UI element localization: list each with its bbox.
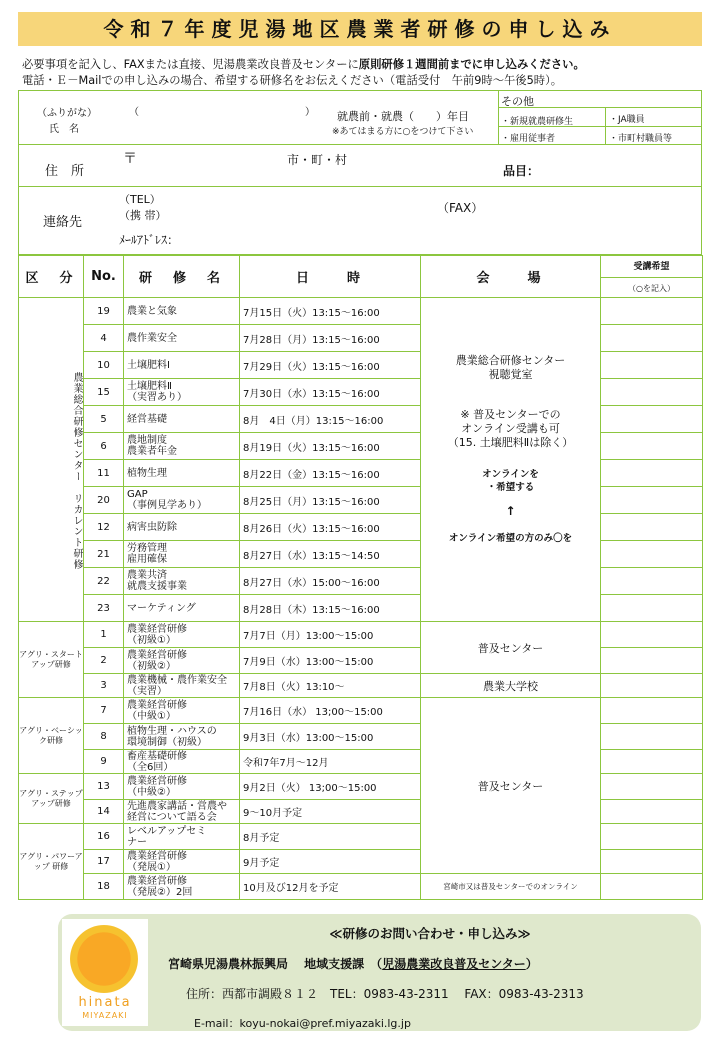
- online-wish: オンラインを ・希望する: [482, 469, 539, 493]
- wish-cell[interactable]: [601, 824, 703, 850]
- wish-cell[interactable]: [601, 850, 703, 874]
- intro-line-1: [22, 57, 585, 72]
- wish-cell[interactable]: [601, 595, 703, 622]
- wish-cell[interactable]: [601, 541, 703, 568]
- logo-word: hinata: [78, 995, 132, 1010]
- course-date: 8月22日（金）13:15～16:00: [240, 460, 421, 487]
- table-row: [19, 460, 703, 487]
- footer-org: [168, 955, 538, 972]
- course-name: 農業共済 就農支援事業: [124, 568, 240, 595]
- course-date: 8月27日（水）13:15～14:50: [240, 541, 421, 568]
- furigana-open: （: [129, 107, 139, 118]
- wish-cell[interactable]: [601, 325, 703, 352]
- course-no: 20: [84, 487, 124, 514]
- table-row: [19, 352, 703, 379]
- course-name: レベルアップセミ ナー: [124, 824, 240, 850]
- table-row: [19, 406, 703, 433]
- course-no: 22: [84, 568, 124, 595]
- table-row: [19, 622, 703, 648]
- course-no: 8: [84, 724, 124, 750]
- wish-cell[interactable]: [601, 874, 703, 900]
- course-name: 農業経営研修 （中級②）: [124, 774, 240, 800]
- category-basic: アグリ・ベーシック研修: [19, 698, 84, 774]
- venue-center-name: 農業総合研修センター 視聴覚室: [455, 354, 566, 381]
- postal-mark: 〒: [123, 151, 137, 167]
- wish-cell[interactable]: [601, 750, 703, 774]
- course-table: [18, 255, 703, 900]
- fax-field[interactable]: （FAX）: [437, 201, 484, 215]
- table-row: [19, 724, 703, 750]
- footer-address: 住所：西都市調殿８１２ TEL：0983-43-2311 FAX：0983-43-2313: [186, 987, 584, 1001]
- course-date: 7月9日（水）13:00～15:00: [240, 648, 421, 674]
- course-name: 農業経営研修 （中級①）: [124, 698, 240, 724]
- sun-icon: [70, 925, 138, 993]
- org-close: ）: [525, 957, 538, 971]
- furigana-close: ）: [305, 107, 315, 118]
- table-row: [19, 674, 703, 698]
- table-row: [19, 850, 703, 874]
- address-field[interactable]: [143, 149, 283, 179]
- name-field[interactable]: [137, 119, 327, 137]
- venue-fukyu1: 普及センター: [421, 622, 601, 674]
- intro-line-2: 電話・Ｅ－Mailでの申し込みの場合、希望する研修名をお伝えください（電話受付 午前9時～午後5時）。: [22, 74, 563, 87]
- table-row: [19, 800, 703, 824]
- course-no: 18: [84, 874, 124, 900]
- up-arrow-icon: ↑: [505, 504, 516, 518]
- course-date: 8月 4日（月）13:15～16:00: [240, 406, 421, 433]
- course-name: 農業経営研修 （初級①）: [124, 622, 240, 648]
- course-date: 8月27日（水）15:00～16:00: [240, 568, 421, 595]
- course-name: 農業経営研修 （発展②）2回: [124, 874, 240, 900]
- applicant-form: [18, 90, 702, 255]
- wish-cell[interactable]: [601, 379, 703, 406]
- course-name: 労務管理 雇用確保: [124, 541, 240, 568]
- other-option-trainee[interactable]: ・新規就農研修生: [501, 117, 574, 127]
- wish-cell[interactable]: [601, 487, 703, 514]
- header-wish: [601, 256, 703, 298]
- table-row: [19, 824, 703, 850]
- course-name: 先進農家講話・営農や 経営について語る会: [124, 800, 240, 824]
- wish-cell[interactable]: [601, 622, 703, 648]
- table-row: [19, 541, 703, 568]
- category-start: アグリ・スタートアップ研修: [19, 622, 84, 698]
- wish-cell[interactable]: [601, 674, 703, 698]
- table-row: [19, 433, 703, 460]
- course-no: 12: [84, 514, 124, 541]
- header-course: 研 修 名: [124, 256, 240, 298]
- course-date: 7月30日（水）13:15～16:00: [240, 379, 421, 406]
- wish-cell[interactable]: [601, 298, 703, 325]
- wish-cell[interactable]: [601, 406, 703, 433]
- tel-field[interactable]: （TEL）: [119, 193, 161, 206]
- table-row: [19, 595, 703, 622]
- category-recurrent: 農業総合研修センター リカレント研修: [19, 298, 84, 622]
- course-date: 10月及び12月を予定: [240, 874, 421, 900]
- course-no: 23: [84, 595, 124, 622]
- course-no: 9: [84, 750, 124, 774]
- address-label: 住 所: [45, 164, 85, 179]
- course-name: 植物生理: [124, 460, 240, 487]
- course-no: 3: [84, 674, 124, 698]
- mobile-field[interactable]: （携 帯）: [119, 209, 167, 222]
- name-label: 氏 名: [49, 124, 79, 135]
- course-name: 植物生理・ハウスの 環境制御（初級）: [124, 724, 240, 750]
- wish-cell[interactable]: [601, 800, 703, 824]
- course-date: 8月予定: [240, 824, 421, 850]
- other-option-municipal[interactable]: ・市町村職員等: [609, 134, 673, 144]
- wish-cell[interactable]: [601, 433, 703, 460]
- table-row: [19, 874, 703, 900]
- course-name: 土壌肥料Ⅱ （実習あり）: [124, 379, 240, 406]
- wish-note: （○を記入）: [601, 277, 702, 294]
- course-name: 農作業安全: [124, 325, 240, 352]
- header-date: 日 時: [240, 256, 421, 298]
- category-step: アグリ・ステップアップ研修: [19, 774, 84, 824]
- course-no: 19: [84, 298, 124, 325]
- course-date: 9月予定: [240, 850, 421, 874]
- table-row: [19, 379, 703, 406]
- table-row: [19, 487, 703, 514]
- header-category: 区 分: [19, 256, 84, 298]
- course-no: 1: [84, 622, 124, 648]
- course-no: 21: [84, 541, 124, 568]
- table-row: [19, 514, 703, 541]
- intro-text: 必要事項を記入し、FAXまたは直接、児湯農業改良普及センターに: [22, 58, 359, 71]
- course-name: 土壌肥料Ⅰ: [124, 352, 240, 379]
- course-no: 5: [84, 406, 124, 433]
- farming-note: ※あてはまる方に○をつけて下さい: [332, 127, 474, 137]
- course-no: 4: [84, 325, 124, 352]
- table-row: [19, 698, 703, 724]
- wish-cell[interactable]: [601, 514, 703, 541]
- footer-email: E-mail：koyu-nokai@pref.miyazaki.lg.jp: [194, 1017, 411, 1030]
- course-name: 農地制度 農業者年金: [124, 433, 240, 460]
- course-date: 7月28日（月）13:15～16:00: [240, 325, 421, 352]
- course-no: 17: [84, 850, 124, 874]
- org-name: 宮崎県児湯農林振興局 地域支援課 （: [168, 957, 383, 971]
- course-name: GAP （事例見学あり）: [124, 487, 240, 514]
- farming-years-field[interactable]: 就農前・就農（ ）年目: [337, 110, 469, 123]
- contact-label: 連絡先: [43, 215, 83, 230]
- course-no: 15: [84, 379, 124, 406]
- wish-label: 受講希望: [633, 262, 670, 272]
- other-option-employee[interactable]: ・雇用従事者: [501, 134, 556, 144]
- table-row: [19, 774, 703, 800]
- course-date: 7月29日（火）13:15～16:00: [240, 352, 421, 379]
- course-no: 16: [84, 824, 124, 850]
- category-power: アグリ・パワーアップ 研修: [19, 824, 84, 900]
- course-date: 7月16日（水） 13;00～15:00: [240, 698, 421, 724]
- center-link[interactable]: 児湯農業改良普及センター: [382, 957, 526, 971]
- item-field[interactable]: [549, 157, 694, 179]
- page-title: 令和７年度児湯地区農業者研修の申し込み: [18, 12, 702, 46]
- course-name: 病害虫防除: [124, 514, 240, 541]
- intro-deadline: 原則研修１週間前までに申し込みください。: [358, 58, 585, 71]
- venue-daigakko: 農業大学校: [421, 674, 601, 698]
- course-date: 7月8日（火）13:10～: [240, 674, 421, 698]
- footer-heading: ≪研修のお問い合わせ・申し込み≫: [329, 926, 531, 941]
- course-no: 6: [84, 433, 124, 460]
- course-date: 9月3日（水）13:00～15:00: [240, 724, 421, 750]
- wish-cell[interactable]: [601, 352, 703, 379]
- course-no: 2: [84, 648, 124, 674]
- course-name: 農業経営研修 （発展①）: [124, 850, 240, 874]
- table-row: [19, 648, 703, 674]
- venue-last: 宮崎市又は普及センターでのオンライン: [421, 874, 601, 900]
- wish-cell[interactable]: [601, 774, 703, 800]
- table-row: [19, 298, 703, 325]
- course-name: 経営基礎: [124, 406, 240, 433]
- other-label: その他: [501, 95, 534, 108]
- table-row: [19, 568, 703, 595]
- item-label: 品目：: [503, 164, 540, 178]
- course-date: 8月19日（火）13:15～16:00: [240, 433, 421, 460]
- course-date: 8月28日（木）13:15～16:00: [240, 595, 421, 622]
- course-date: 7月15日（火）13:15～16:00: [240, 298, 421, 325]
- table-row: [19, 325, 703, 352]
- course-name: 農業経営研修 （初級②）: [124, 648, 240, 674]
- course-date: 8月26日（火）13:15～16:00: [240, 514, 421, 541]
- logo-sub: MIYAZAKI: [82, 1011, 128, 1020]
- course-date: 8月25日（月）13:15～16:00: [240, 487, 421, 514]
- table-row: [19, 750, 703, 774]
- wish-cell[interactable]: [601, 648, 703, 674]
- course-no: 11: [84, 460, 124, 487]
- course-no: 14: [84, 800, 124, 824]
- course-name: マーケティング: [124, 595, 240, 622]
- other-option-ja[interactable]: ・JA職員: [609, 115, 645, 125]
- online-mark-note: オンライン希望の方のみ〇を: [448, 533, 573, 544]
- header-venue: 会 場: [421, 256, 601, 298]
- course-no: 7: [84, 698, 124, 724]
- course-no: 13: [84, 774, 124, 800]
- online-note: ※ 普及センターでの オンライン受講も可 （15. 土壌肥料Ⅱは除く）: [447, 408, 574, 449]
- city-label: 市・町・村: [287, 153, 348, 167]
- course-name: 畜産基礎研修 （全6回）: [124, 750, 240, 774]
- wish-cell[interactable]: [601, 698, 703, 724]
- course-date: 9～10月予定: [240, 800, 421, 824]
- header-no: No.: [84, 256, 124, 298]
- course-no: 10: [84, 352, 124, 379]
- wish-cell[interactable]: [601, 568, 703, 595]
- venue-center: [421, 298, 601, 622]
- wish-cell[interactable]: [601, 460, 703, 487]
- course-date: 7月7日（月）13:00～15:00: [240, 622, 421, 648]
- venue-fukyu2: 普及センター: [421, 698, 601, 874]
- course-name: 農業機械・農作業安全 （実習）: [124, 674, 240, 698]
- furigana-label: （ふりがな）: [37, 108, 97, 119]
- course-name: 農業と気象: [124, 298, 240, 325]
- email-field[interactable]: ﾒｰﾙｱﾄﾞﾚｽ：: [119, 233, 180, 247]
- course-date: 9月2日（火） 13;00～15:00: [240, 774, 421, 800]
- course-date: 令和7年7月～12月: [240, 750, 421, 774]
- wish-cell[interactable]: [601, 724, 703, 750]
